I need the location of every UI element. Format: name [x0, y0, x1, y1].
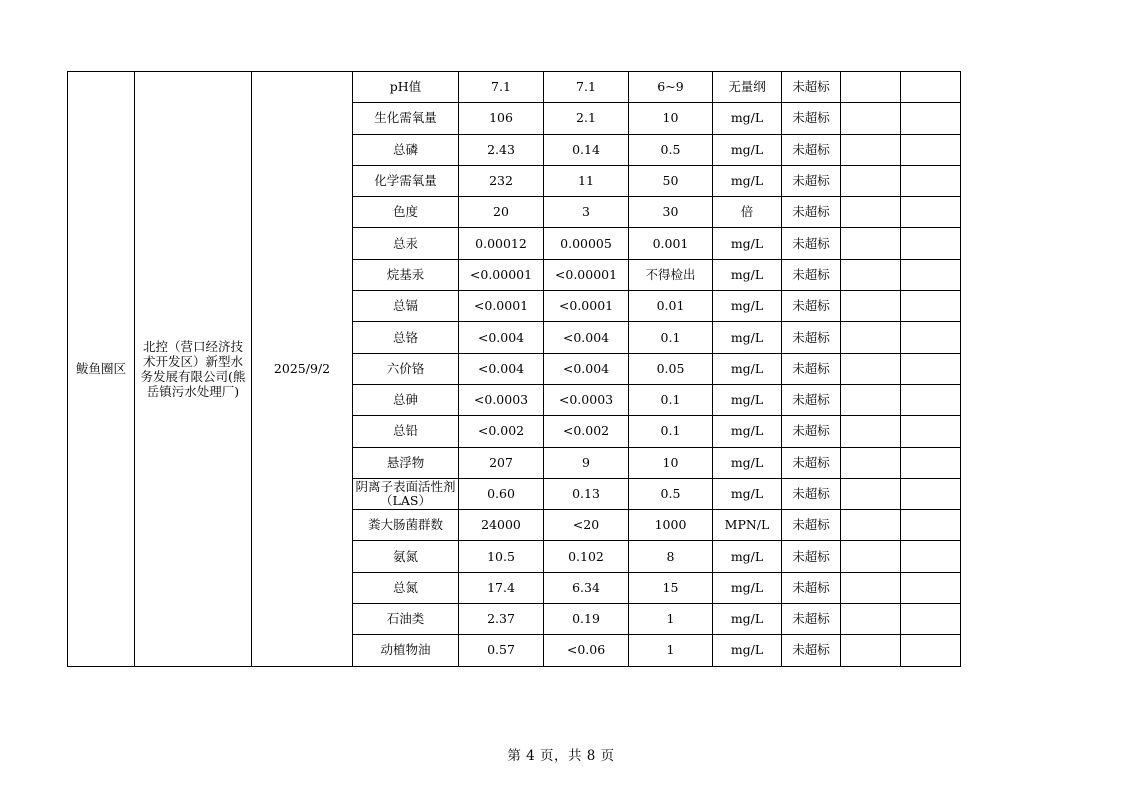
- unit-cell: mg/L: [713, 447, 782, 478]
- inlet-value-cell: 10.5: [459, 541, 544, 572]
- limit-value-cell: 10: [629, 103, 713, 134]
- limit-value-cell: 不得检出: [629, 259, 713, 290]
- outlet-value-cell: <0.0003: [544, 384, 629, 415]
- result-cell: 未超标: [782, 635, 841, 666]
- outlet-value-cell: 0.13: [544, 478, 629, 509]
- extra-cell-2: [901, 604, 961, 635]
- item-cell: 悬浮物: [353, 447, 459, 478]
- unit-cell: mg/L: [713, 291, 782, 322]
- result-cell: 未超标: [782, 103, 841, 134]
- extra-cell-1: [841, 197, 901, 228]
- extra-cell-2: [901, 510, 961, 541]
- page-number-footer: 第 4 页，共 8 页: [507, 748, 615, 764]
- extra-cell-1: [841, 353, 901, 384]
- outlet-value-cell: 0.19: [544, 604, 629, 635]
- limit-value-cell: 0.05: [629, 353, 713, 384]
- outlet-value-cell: <0.004: [544, 322, 629, 353]
- item-cell: 色度: [353, 197, 459, 228]
- extra-cell-2: [901, 322, 961, 353]
- inlet-value-cell: <0.0003: [459, 384, 544, 415]
- extra-cell-1: [841, 478, 901, 509]
- extra-cell-2: [901, 103, 961, 134]
- sampling-date-cell: 2025/9/2: [252, 72, 353, 667]
- unit-cell: mg/L: [713, 228, 782, 259]
- unit-cell: mg/L: [713, 541, 782, 572]
- result-cell: 未超标: [782, 416, 841, 447]
- result-cell: 未超标: [782, 291, 841, 322]
- limit-value-cell: 15: [629, 572, 713, 603]
- outlet-value-cell: 11: [544, 165, 629, 196]
- outlet-value-cell: 0.00005: [544, 228, 629, 259]
- extra-cell-1: [841, 416, 901, 447]
- table-body: [68, 72, 961, 667]
- item-cell: 氨氮: [353, 541, 459, 572]
- unit-cell: mg/L: [713, 165, 782, 196]
- item-cell: 总氮: [353, 572, 459, 603]
- inlet-value-cell: 7.1: [459, 72, 544, 103]
- item-cell: 总汞: [353, 228, 459, 259]
- item-cell: 烷基汞: [353, 259, 459, 290]
- extra-cell-2: [901, 259, 961, 290]
- limit-value-cell: 6~9: [629, 72, 713, 103]
- unit-cell: mg/L: [713, 572, 782, 603]
- extra-cell-1: [841, 103, 901, 134]
- inlet-value-cell: <0.004: [459, 353, 544, 384]
- result-cell: 未超标: [782, 478, 841, 509]
- extra-cell-1: [841, 165, 901, 196]
- unit-cell: mg/L: [713, 259, 782, 290]
- unit-cell: mg/L: [713, 353, 782, 384]
- limit-value-cell: 0.1: [629, 416, 713, 447]
- extra-cell-2: [901, 447, 961, 478]
- extra-cell-2: [901, 134, 961, 165]
- outlet-value-cell: <0.002: [544, 416, 629, 447]
- inlet-value-cell: 0.00012: [459, 228, 544, 259]
- table-row: [68, 72, 961, 103]
- item-cell: 总磷: [353, 134, 459, 165]
- extra-cell-1: [841, 447, 901, 478]
- extra-cell-2: [901, 228, 961, 259]
- outlet-value-cell: 7.1: [544, 72, 629, 103]
- item-cell: 动植物油: [353, 635, 459, 666]
- item-cell: 石油类: [353, 604, 459, 635]
- unit-cell: 无量纲: [713, 72, 782, 103]
- item-cell: 总镉: [353, 291, 459, 322]
- limit-value-cell: 10: [629, 447, 713, 478]
- extra-cell-2: [901, 165, 961, 196]
- monitoring-results-table: [67, 71, 961, 667]
- inlet-value-cell: <0.00001: [459, 259, 544, 290]
- extra-cell-1: [841, 291, 901, 322]
- inlet-value-cell: 2.43: [459, 134, 544, 165]
- item-cell: 化学需氧量: [353, 165, 459, 196]
- extra-cell-2: [901, 416, 961, 447]
- extra-cell-2: [901, 291, 961, 322]
- result-cell: 未超标: [782, 510, 841, 541]
- item-cell: 总铬: [353, 322, 459, 353]
- extra-cell-2: [901, 353, 961, 384]
- limit-value-cell: 0.5: [629, 134, 713, 165]
- inlet-value-cell: 232: [459, 165, 544, 196]
- limit-value-cell: 1000: [629, 510, 713, 541]
- extra-cell-1: [841, 384, 901, 415]
- extra-cell-1: [841, 635, 901, 666]
- limit-value-cell: 0.1: [629, 384, 713, 415]
- unit-cell: 倍: [713, 197, 782, 228]
- inlet-value-cell: <0.002: [459, 416, 544, 447]
- outlet-value-cell: 9: [544, 447, 629, 478]
- extra-cell-2: [901, 384, 961, 415]
- outlet-value-cell: <20: [544, 510, 629, 541]
- inlet-value-cell: 207: [459, 447, 544, 478]
- result-cell: 未超标: [782, 604, 841, 635]
- extra-cell-1: [841, 134, 901, 165]
- item-cell: 阴离子表面活性剂（LAS）: [353, 478, 459, 509]
- unit-cell: mg/L: [713, 134, 782, 165]
- unit-cell: mg/L: [713, 322, 782, 353]
- inlet-value-cell: <0.0001: [459, 291, 544, 322]
- outlet-value-cell: 0.14: [544, 134, 629, 165]
- limit-value-cell: 0.1: [629, 322, 713, 353]
- extra-cell-2: [901, 197, 961, 228]
- extra-cell-1: [841, 510, 901, 541]
- result-cell: 未超标: [782, 353, 841, 384]
- inlet-value-cell: 2.37: [459, 604, 544, 635]
- limit-value-cell: 0.01: [629, 291, 713, 322]
- outlet-value-cell: <0.004: [544, 353, 629, 384]
- extra-cell-1: [841, 259, 901, 290]
- inlet-value-cell: 0.60: [459, 478, 544, 509]
- extra-cell-2: [901, 72, 961, 103]
- outlet-value-cell: 3: [544, 197, 629, 228]
- company-name-cell: 北控（营口经济技术开发区）新型水务发展有限公司(熊岳镇污水处理厂): [135, 72, 252, 667]
- item-cell: pH值: [353, 72, 459, 103]
- unit-cell: mg/L: [713, 103, 782, 134]
- extra-cell-1: [841, 604, 901, 635]
- item-cell: 生化需氧量: [353, 103, 459, 134]
- unit-cell: mg/L: [713, 604, 782, 635]
- limit-value-cell: 0.5: [629, 478, 713, 509]
- limit-value-cell: 1: [629, 604, 713, 635]
- extra-cell-1: [841, 72, 901, 103]
- outlet-value-cell: <0.0001: [544, 291, 629, 322]
- extra-cell-2: [901, 635, 961, 666]
- inlet-value-cell: 24000: [459, 510, 544, 541]
- extra-cell-1: [841, 572, 901, 603]
- result-cell: 未超标: [782, 72, 841, 103]
- item-cell: 总铅: [353, 416, 459, 447]
- unit-cell: MPN/L: [713, 510, 782, 541]
- result-cell: 未超标: [782, 322, 841, 353]
- district-cell: 鲅鱼圈区: [68, 72, 135, 667]
- limit-value-cell: 50: [629, 165, 713, 196]
- limit-value-cell: 8: [629, 541, 713, 572]
- item-cell: 总砷: [353, 384, 459, 415]
- result-cell: 未超标: [782, 228, 841, 259]
- inlet-value-cell: <0.004: [459, 322, 544, 353]
- result-cell: 未超标: [782, 165, 841, 196]
- extra-cell-1: [841, 228, 901, 259]
- result-cell: 未超标: [782, 572, 841, 603]
- unit-cell: mg/L: [713, 384, 782, 415]
- unit-cell: mg/L: [713, 416, 782, 447]
- outlet-value-cell: <0.06: [544, 635, 629, 666]
- outlet-value-cell: 0.102: [544, 541, 629, 572]
- unit-cell: mg/L: [713, 478, 782, 509]
- inlet-value-cell: 20: [459, 197, 544, 228]
- item-cell: 粪大肠菌群数: [353, 510, 459, 541]
- result-cell: 未超标: [782, 541, 841, 572]
- result-cell: 未超标: [782, 197, 841, 228]
- extra-cell-2: [901, 572, 961, 603]
- extra-cell-1: [841, 322, 901, 353]
- extra-cell-1: [841, 541, 901, 572]
- inlet-value-cell: 0.57: [459, 635, 544, 666]
- unit-cell: mg/L: [713, 635, 782, 666]
- inlet-value-cell: 17.4: [459, 572, 544, 603]
- limit-value-cell: 1: [629, 635, 713, 666]
- result-cell: 未超标: [782, 447, 841, 478]
- extra-cell-2: [901, 478, 961, 509]
- outlet-value-cell: 6.34: [544, 572, 629, 603]
- outlet-value-cell: <0.00001: [544, 259, 629, 290]
- result-cell: 未超标: [782, 134, 841, 165]
- result-cell: 未超标: [782, 259, 841, 290]
- inlet-value-cell: 106: [459, 103, 544, 134]
- result-cell: 未超标: [782, 384, 841, 415]
- item-cell: 六价铬: [353, 353, 459, 384]
- outlet-value-cell: 2.1: [544, 103, 629, 134]
- extra-cell-2: [901, 541, 961, 572]
- limit-value-cell: 30: [629, 197, 713, 228]
- limit-value-cell: 0.001: [629, 228, 713, 259]
